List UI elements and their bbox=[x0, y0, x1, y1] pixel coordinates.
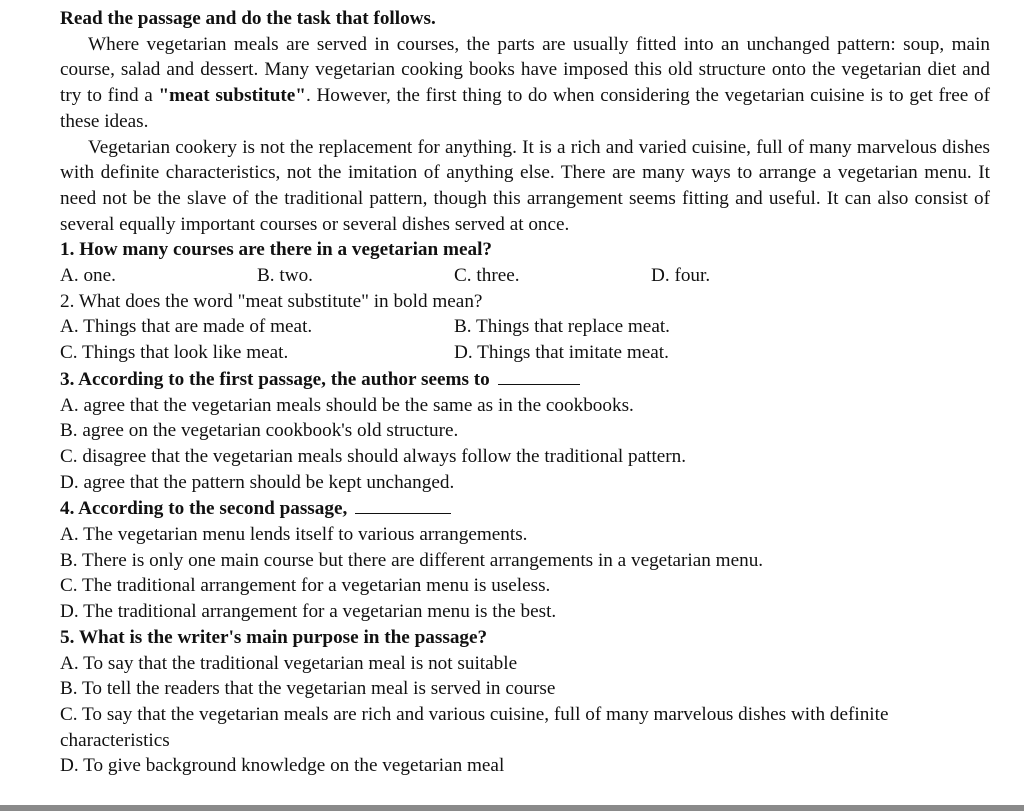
question-4 bbox=[60, 495, 990, 522]
q2-option-a: A. Things that are made of meat. bbox=[60, 316, 313, 338]
question-1-options bbox=[60, 263, 990, 289]
q4-option-c: C. The traditional arrangement for a vegetarian menu is useless. bbox=[60, 575, 551, 597]
q2-option-c: C. Things that look like meat. bbox=[60, 342, 289, 364]
q3-option-c: C. disagree that the vegetarian meals should always follow the traditional pattern. bbox=[60, 445, 687, 467]
document-page bbox=[60, 6, 990, 779]
question-2-options-row-2 bbox=[60, 340, 990, 366]
q1-option-a: A. one. bbox=[60, 265, 116, 287]
question-5: 5. What is the writer's main purpose in the passage? bbox=[60, 626, 488, 648]
question-4-text: 4. According to the second passage, bbox=[60, 498, 348, 520]
q4-option-a: A. The vegetarian menu lends itself to various arrangements. bbox=[60, 524, 528, 546]
question-2-options-row-1 bbox=[60, 314, 990, 340]
q3-option-a: A. agree that the vegetarian meals should be the same as in the cookbooks. bbox=[60, 394, 634, 416]
instruction-heading: Read the passage and do the task that follows. bbox=[60, 8, 436, 29]
meat-substitute-bold: "meat substitute" bbox=[158, 85, 306, 107]
passage-paragraph-2: Vegetarian cookery is not the replacement for anything. It is a rich and varied cuisine, full of many marvelous dishes with definite characteristics, not the imitation of anything else. There are many ways to arrange a vegetarian menu. It need not be the slave of the traditional pattern, though this arrangement seems fitting and useful. It can also consist of several equally important courses or several dishes served at once. bbox=[60, 136, 990, 235]
q3-option-d: D. agree that the pattern should be kept unchanged. bbox=[60, 471, 455, 493]
question-2: 2. What does the word "meat substitute" in bold mean? bbox=[60, 290, 483, 312]
q5-option-b: B. To tell the readers that the vegetarian meal is served in course bbox=[60, 678, 556, 700]
answer-blank bbox=[498, 366, 580, 385]
q4-option-d: D. The traditional arrangement for a vegetarian menu is the best. bbox=[60, 601, 557, 623]
passage-paragraph-1 bbox=[60, 32, 990, 135]
answer-blank bbox=[355, 495, 451, 514]
question-1: 1. How many courses are there in a vegetarian meal? bbox=[60, 239, 492, 261]
q5-option-a: A. To say that the traditional vegetarian meal is not suitable bbox=[60, 652, 518, 674]
q4-option-b: B. There is only one main course but there are different arrangements in a vegetarian menu. bbox=[60, 549, 764, 571]
q2-option-d: D. Things that imitate meat. bbox=[454, 342, 669, 364]
q3-option-b: B. agree on the vegetarian cookbook's old structure. bbox=[60, 420, 459, 442]
q1-option-d: D. four. bbox=[651, 265, 711, 287]
q5-option-d: D. To give background knowledge on the vegetarian meal bbox=[60, 755, 505, 777]
q1-option-b: B. two. bbox=[257, 265, 313, 287]
passage-p1-text-b: . However, the first thing to do when considering the vegetarian cuisine is to get free of these ideas. bbox=[60, 85, 990, 132]
question-3 bbox=[60, 366, 990, 393]
question-3-text: 3. According to the first passage, the author seems to bbox=[60, 368, 490, 390]
q5-option-c: C. To say that the vegetarian meals are rich and various cuisine, full of many marvelous dishes with definite characteristics bbox=[60, 703, 889, 751]
bottom-edge-bar bbox=[0, 805, 1024, 811]
q1-option-c: C. three. bbox=[454, 265, 520, 287]
q2-option-b: B. Things that replace meat. bbox=[454, 316, 670, 338]
passage-p1-text-a: Where vegetarian meals are served in courses, the parts are usually fitted into an unchanged pattern: soup, main course, salad and dessert. Many vegetarian cooking books have imposed this old structure onto the vegetarian diet and try to find a bbox=[60, 33, 990, 107]
